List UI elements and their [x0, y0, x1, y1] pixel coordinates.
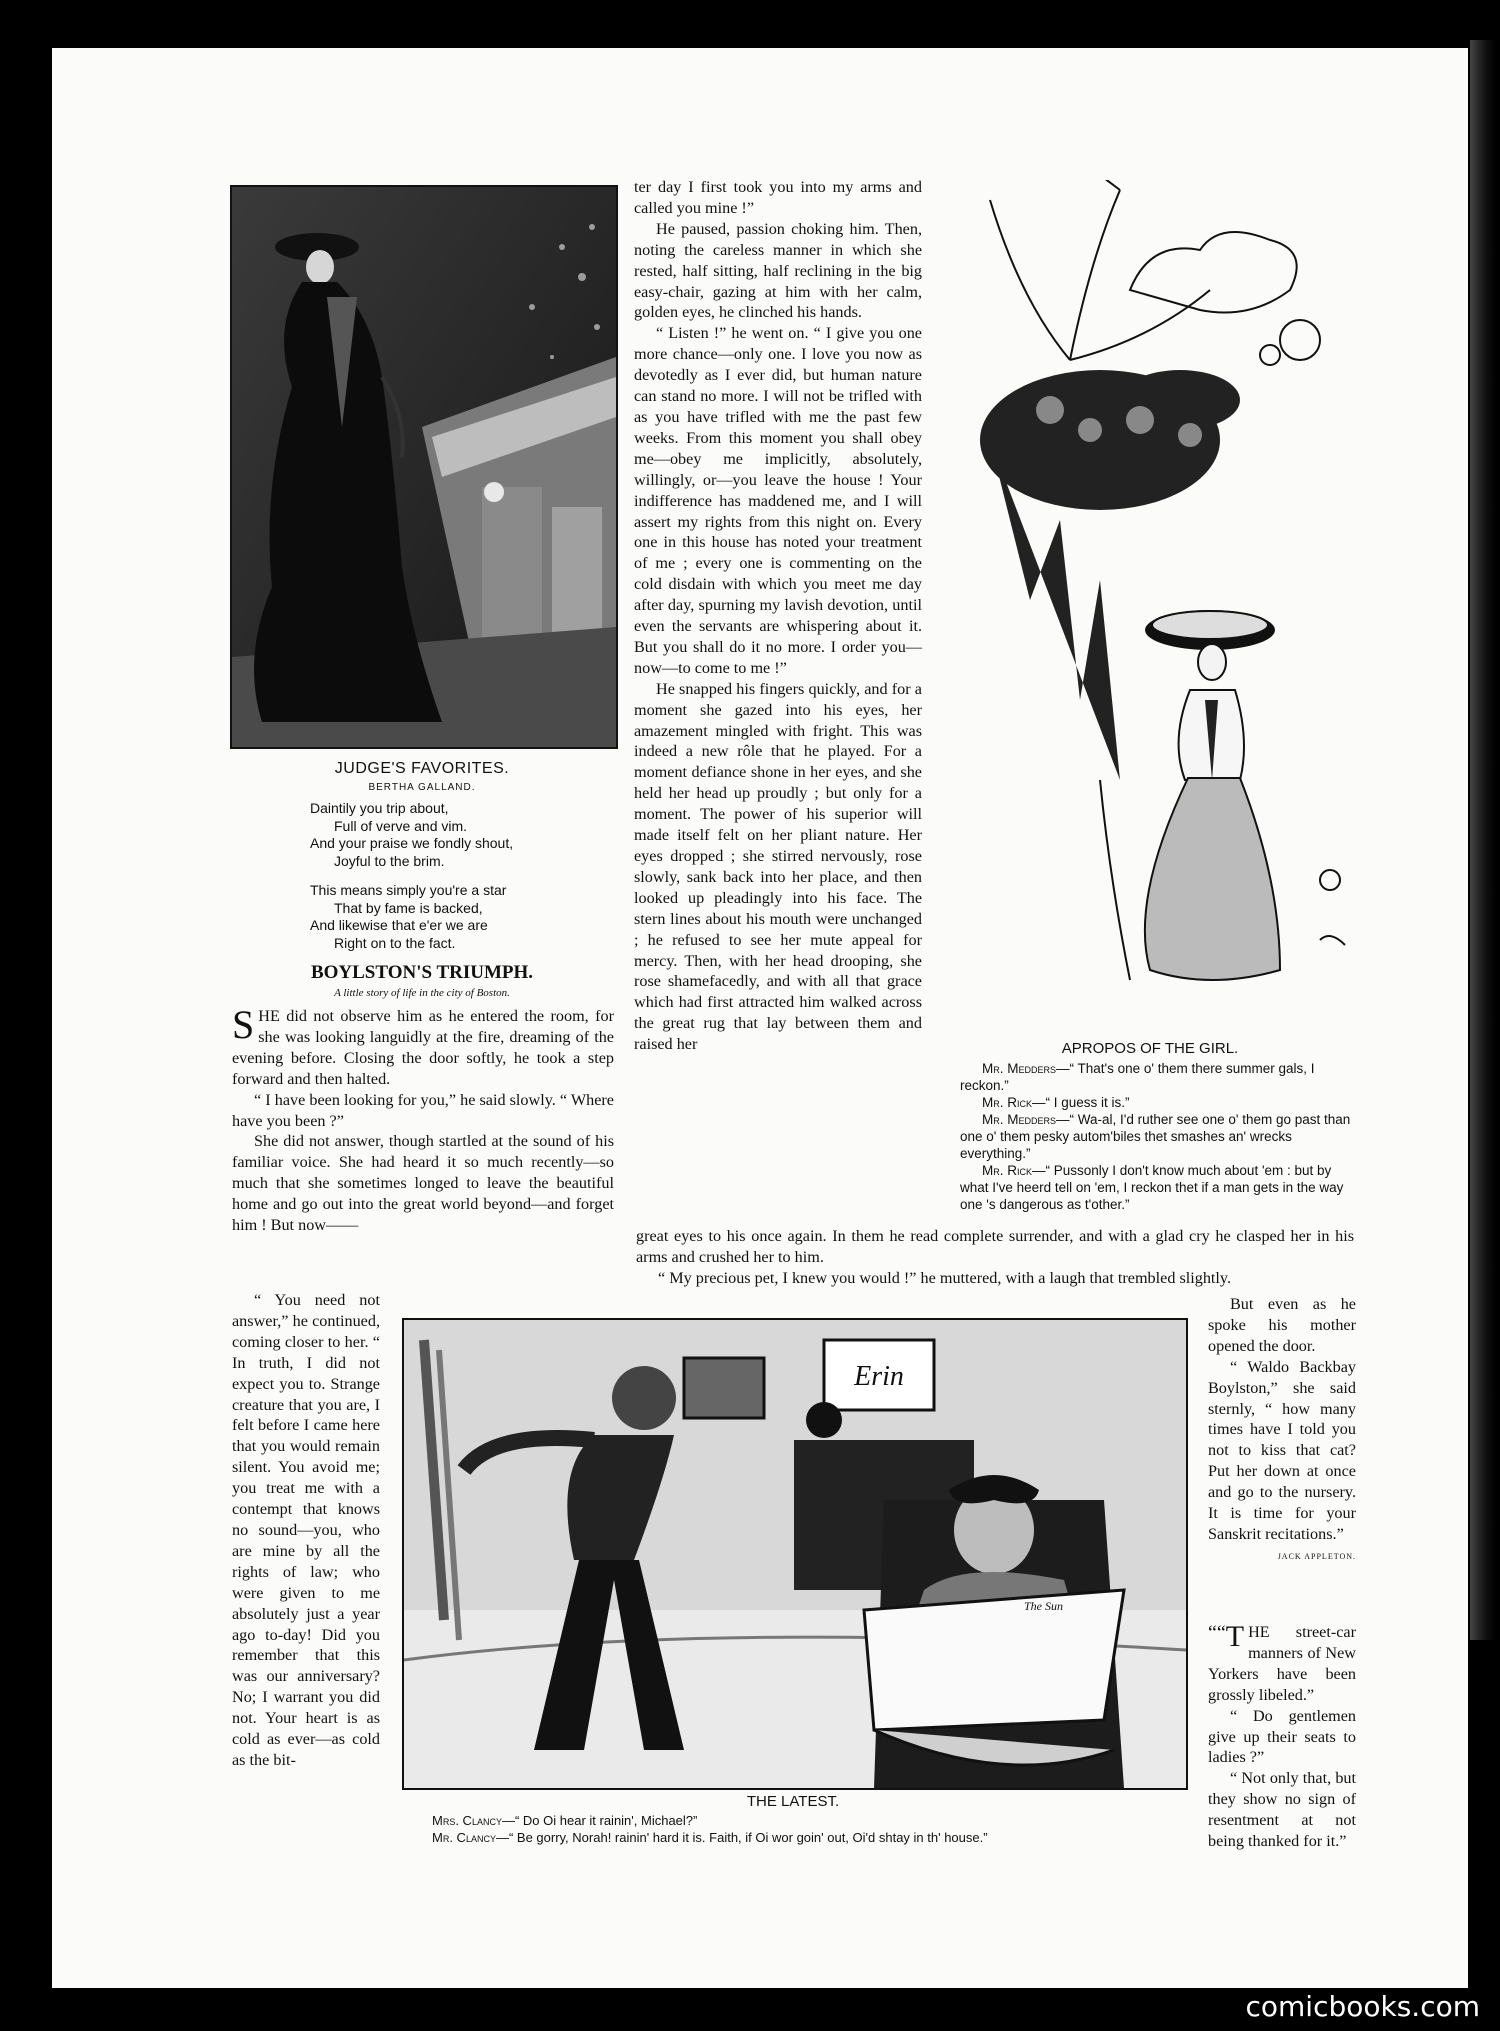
site-watermark: comicbooks.com [1245, 1990, 1480, 2023]
the-latest-title: THE LATEST. [746, 1793, 840, 1810]
story-paragraph: “ My precious pet, I knew you would !” he muttered, with a laugh that trembled slightly. [658, 1268, 1232, 1287]
story-paragraph: ter day I first took you into my arms and called you mine !” [634, 178, 922, 217]
drop-cap: S [232, 1002, 255, 1047]
story-paragraph: But even as he spoke his mother opened the door. [1208, 1295, 1356, 1355]
judge-favorites-title: JUDGE'S FAVORITES. [334, 760, 510, 777]
photo-illustration [232, 187, 616, 747]
adjacent-page-edge [1468, 0, 1500, 2031]
streetcar-first-paragraph: ““ T HE street-car manners of New Yorkers have been grossly libeled.” [1208, 1620, 1356, 1704]
poem-line: That by fame is backed, [334, 899, 483, 916]
story-author: JACK APPLETON. [1277, 1551, 1356, 1561]
the-latest-illustration [402, 1318, 1188, 1790]
judge-favorites-caption [230, 760, 614, 793]
story-paragraph: “ Listen !” he went on. “ I give you one more chance—only one. I love you now as devotedly as I ever did, but human nature can stand no more. I will not be trifled with as you have trifled with me the past few weeks. From this moment you shall obey me—obey me implicitly, absolutely, willingly, or—you leave the house ! Your indifference has maddened me, and I will assert my rights from this night on. Every one in this house has noted your treatment of me ; every one is commenting on the cold disdain with which you meet me day after day, spurning my lavish devotion, until even the servants are whispering about it. But you shall do it no more. I order you—now—to come to me !” [634, 324, 922, 677]
story-paragraph: great eyes to his once again. In them he read complete surrender, and with a glad cry he clasped her in his arms and crushed her to him. [636, 1227, 1354, 1266]
streetcar-column [1208, 1622, 1356, 1852]
apropos-title: APROPOS OF THE GIRL. [1061, 1040, 1239, 1057]
bertha-galland-photo [230, 185, 618, 749]
dialog-line: Mr. Medders—“ That's one o' them there summer gals, I reckon.” [960, 1061, 1315, 1093]
story-paragraph: He paused, passion choking him. Then, noting the careless manner in which she rested, half sitting, half reclining in the big easy-chair, gazing at him with her calm, golden eyes, he clinched his hands. [634, 219, 922, 322]
poem-line: And your praise we fondly shout, [310, 835, 514, 851]
dialog-line: Mr. Clancy—“ Be gorry, Norah! rainin' hard it is. Faith, if Oi wor goin' out, Oi'd shtay in th' house.” [432, 1830, 988, 1845]
story-column-2 [634, 177, 922, 1055]
story-paragraph: She did not answer, though startled at the sound of his familiar voice. She had heard it so much recently—so much that she sometimes longed to leave the beautiful home and go out into the great world beyond—and forget him ! But now—— [232, 1132, 614, 1235]
judge-poem [310, 800, 590, 952]
story-paragraph: “ I have been looking for you,” he said slowly. “ Where have you been ?” [232, 1090, 614, 1130]
streetcar-paragraph: “ Do gentlemen give up their seats to ladies ?” [1208, 1706, 1356, 1767]
story-wide-text [636, 1226, 1354, 1289]
newspaper-text: The Sun [1024, 1599, 1063, 1613]
drop-cap: T [1225, 1620, 1245, 1653]
story-column-1-narrow [232, 1290, 380, 1771]
story-heading [230, 962, 614, 999]
dialog-line: Mr. Rick—“ I guess it is.” [982, 1095, 1130, 1110]
story-paragraph: “ Waldo Backbay Boylston,” she said sternly, “ how many times have I told you not to kiss that cat? Put her down at once and go to the nursery. It is time for your Sanskrit recitations.” [1208, 1357, 1356, 1543]
story-title: BOYLSTON'S TRIUMPH. [310, 962, 534, 983]
streetcar-paragraph: “ Not only that, but they show no sign of resentment at not being thanked for it.” [1208, 1769, 1356, 1851]
story-paragraph: He snapped his fingers quickly, and for a moment she gazed into his eyes, her amazement mingled with fright. This was indeed a new rôle that he played. For a moment defiance shone in her eyes, and she held her head up proudly ; but only for a moment. The power of his superior will made itself felt on her pliant nature. Her eyes dropped ; she stirred nervously, rose slowly, sank back into her place, and then looked up pleadingly into his face. The stern lines about his mouth were unchanged ; he refused to see her mute appeal for mercy. Then, with her head drooping, she rose shamefacedly, and with all that grace which had first attracted him walked across the great rug that lay between them and raised her [634, 679, 922, 1054]
story-subtitle: A little story of life in the city of Boston. [334, 987, 510, 999]
apropos-illustration [950, 180, 1350, 1030]
erin-sign-text: Erin [854, 1361, 904, 1392]
poem-line: This means simply you're a star [310, 882, 507, 898]
apropos-dialog [960, 1060, 1356, 1213]
dialog-line: Mr. Medders—“ Wa-al, I'd ruther see one o' them go past than one o' them pesky autom'biles thet smashes an' wrecks everything.” [960, 1112, 1351, 1161]
judge-favorites-subtitle: BERTHA GALLAND. [368, 782, 476, 793]
the-latest-dialog [432, 1812, 1192, 1846]
story-first-paragraph: SHE did not observe him as he entered the room, for she was looking languidly at the fire, dreaming of the evening before. Closing the door softly, he took a step forward and then halted. [232, 1002, 614, 1088]
poem-line: Right on to the fact. [334, 934, 456, 951]
story-paragraph: “ You need not answer,” he continued, coming closer to her. “ In truth, I did not expect you to. Strange creature that you are, I felt before I came here that you would remain silent. You avoid me; you treat me with a contempt that knows no sound—you, who are mine by all the rights of law; who were given to me absolutely just a year ago to-day! Did you remember that this was our anniversary? No; I warrant you did not. Your heart is as cold as ever—as cold as the bit- [232, 1291, 380, 1769]
dialog-line: Mr. Rick—“ Pussonly I don't know much about 'em : but by what I've heerd tell on 'em, I reckon thet if a man gets in the way one 's dangerous as t'other.” [960, 1163, 1344, 1212]
poem-line: Daintily you trip about, [310, 800, 449, 816]
story-column-1 [232, 1002, 614, 1236]
poem-line: Joyful to the brim. [334, 852, 445, 869]
story-column-3 [1208, 1294, 1356, 1568]
poem-line: And likewise that e'er we are [310, 917, 488, 933]
poem-line: Full of verve and vim. [334, 817, 468, 834]
dialog-line: Mrs. Clancy—“ Do Oi hear it rainin', Michael?” [432, 1813, 698, 1828]
